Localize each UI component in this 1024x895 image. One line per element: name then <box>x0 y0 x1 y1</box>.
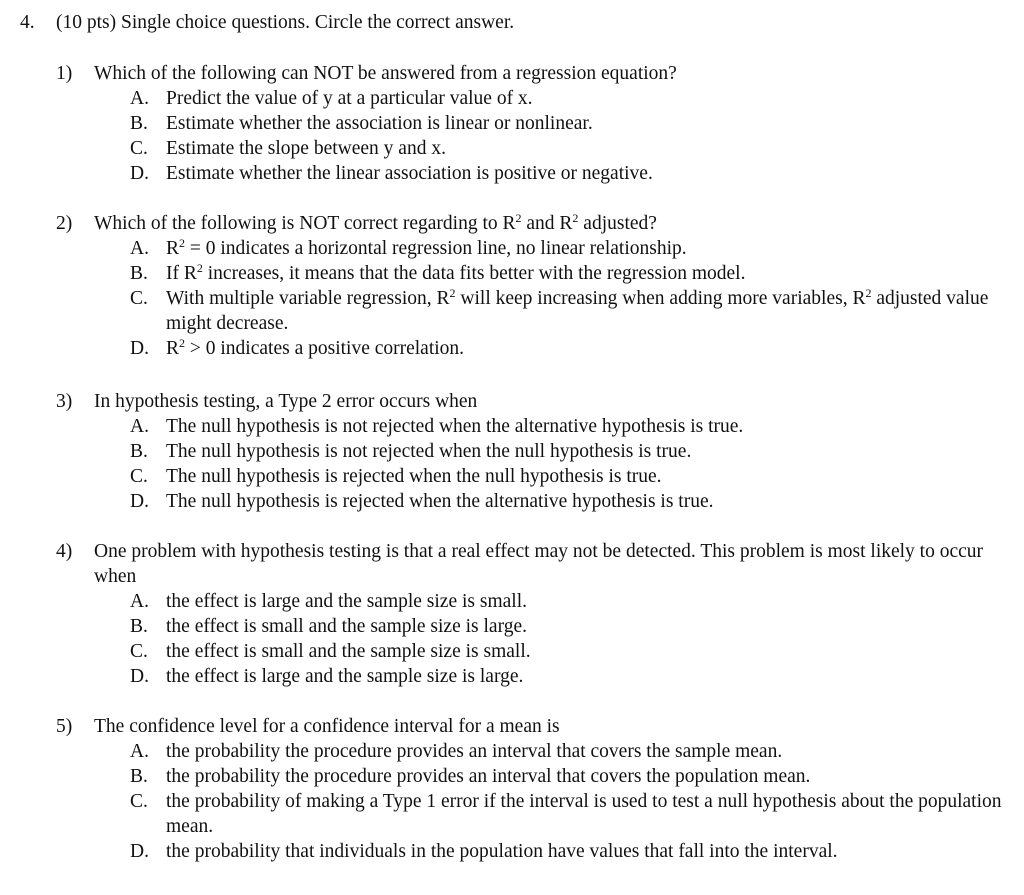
answer-option-b[interactable] <box>56 439 1011 464</box>
option-text: The null hypothesis is rejected when the alternative hypothesis is true. <box>166 491 714 512</box>
answer-options <box>56 589 1011 689</box>
option-label: C. <box>130 288 148 309</box>
option-text: the probability of making a Type 1 error if the interval is used to test a null hypothesis about the population mean. <box>166 791 1002 837</box>
option-label: D. <box>130 491 149 512</box>
question-3 <box>56 389 1011 514</box>
answer-option-c[interactable] <box>56 286 1011 336</box>
question-text: One problem with hypothesis testing is that a real effect may not be detected. This problem is most likely to occur when <box>94 541 984 587</box>
option-label: C. <box>130 791 148 812</box>
answer-option-c[interactable] <box>56 789 1011 839</box>
question-number: 5) <box>56 716 73 737</box>
option-label: B. <box>130 441 148 462</box>
option-text: Predict the value of y at a particular value of x. <box>166 88 533 109</box>
answer-option-c[interactable] <box>56 464 1011 489</box>
question-2 <box>56 211 1011 361</box>
option-label: A. <box>130 88 149 109</box>
option-label: D. <box>130 666 149 687</box>
question-number: 3) <box>56 391 73 412</box>
question-stem <box>56 389 1011 414</box>
option-label: D. <box>130 841 149 862</box>
section-instructions: (10 pts) Single choice questions. Circle the correct answer. <box>56 12 515 33</box>
question-number: 4) <box>56 541 73 562</box>
option-label: A. <box>130 741 149 762</box>
section-number: 4. <box>20 12 35 33</box>
option-text: $R^2 > 0$ indicates a positive correlation. <box>166 336 465 359</box>
option-text: Estimate the slope between y and x. <box>166 138 446 159</box>
answer-options <box>56 236 1011 361</box>
answer-option-a[interactable] <box>56 236 1011 261</box>
option-label: C. <box>130 641 148 662</box>
answer-options <box>56 739 1011 864</box>
answer-option-d[interactable] <box>56 839 1011 864</box>
answer-option-a[interactable] <box>56 414 1011 439</box>
answer-option-b[interactable] <box>56 614 1011 639</box>
option-text: the effect is large and the sample size is small. <box>166 591 527 612</box>
option-label: B. <box>130 113 148 134</box>
question-5 <box>56 714 1011 864</box>
answer-option-b[interactable] <box>56 261 1011 286</box>
option-label: B. <box>130 263 148 284</box>
option-text: the probability the procedure provides an interval that covers the population mean. <box>166 766 811 787</box>
question-text: Which of the following can NOT be answered from a regression equation? <box>94 63 677 84</box>
option-label: D. <box>130 338 149 359</box>
answer-option-d[interactable] <box>56 336 1011 361</box>
section-header <box>20 10 514 35</box>
answer-option-a[interactable] <box>56 86 1011 111</box>
option-text: If $R^2$ increases, it means that the data fits better with the regression model. <box>166 261 746 284</box>
option-text: The null hypothesis is not rejected when the null hypothesis is true. <box>166 441 692 462</box>
question-1 <box>56 61 1011 186</box>
answer-option-c[interactable] <box>56 136 1011 161</box>
question-stem <box>56 61 1011 86</box>
answer-option-a[interactable] <box>56 589 1011 614</box>
answer-options <box>56 86 1011 186</box>
option-text: With multiple variable regression, $R^2$ will keep increasing when adding more variables, $R^2$ adjusted value might decrease. <box>166 286 989 334</box>
answer-options <box>56 414 1011 514</box>
option-label: B. <box>130 766 148 787</box>
option-label: B. <box>130 616 148 637</box>
option-text: the effect is small and the sample size is large. <box>166 616 527 637</box>
answer-option-d[interactable] <box>56 489 1011 514</box>
option-label: A. <box>130 591 149 612</box>
question-number: 1) <box>56 63 73 84</box>
option-label: A. <box>130 238 149 259</box>
answer-option-b[interactable] <box>56 111 1011 136</box>
question-4 <box>56 539 1011 689</box>
option-text: Estimate whether the linear association is positive or negative. <box>166 163 653 184</box>
option-text: $R^2 = 0$ indicates a horizontal regression line, no linear relationship. <box>166 236 687 259</box>
option-text: the probability that individuals in the population have values that fall into the interval. <box>166 841 838 862</box>
option-label: A. <box>130 416 149 437</box>
answer-option-d[interactable] <box>56 664 1011 689</box>
option-label: C. <box>130 466 148 487</box>
question-stem <box>56 714 1011 739</box>
option-label: C. <box>130 138 148 159</box>
option-text: the effect is large and the sample size is large. <box>166 666 524 687</box>
question-text: Which of the following is NOT correct regarding to $R^2$ and $R^2$ adjusted? <box>94 211 657 234</box>
option-text: The null hypothesis is not rejected when the alternative hypothesis is true. <box>166 416 744 437</box>
option-text: the probability the procedure provides an interval that covers the sample mean. <box>166 741 783 762</box>
option-text: The null hypothesis is rejected when the null hypothesis is true. <box>166 466 662 487</box>
question-text: In hypothesis testing, a Type 2 error occurs when <box>94 391 478 412</box>
answer-option-d[interactable] <box>56 161 1011 186</box>
question-stem <box>56 211 1011 236</box>
option-text: Estimate whether the association is linear or nonlinear. <box>166 113 593 134</box>
answer-option-a[interactable] <box>56 739 1011 764</box>
option-text: the effect is small and the sample size is small. <box>166 641 531 662</box>
answer-option-b[interactable] <box>56 764 1011 789</box>
answer-option-c[interactable] <box>56 639 1011 664</box>
question-stem <box>56 539 1011 589</box>
option-label: D. <box>130 163 149 184</box>
question-text: The confidence level for a confidence interval for a mean is <box>94 716 560 737</box>
question-number: 2) <box>56 213 73 234</box>
